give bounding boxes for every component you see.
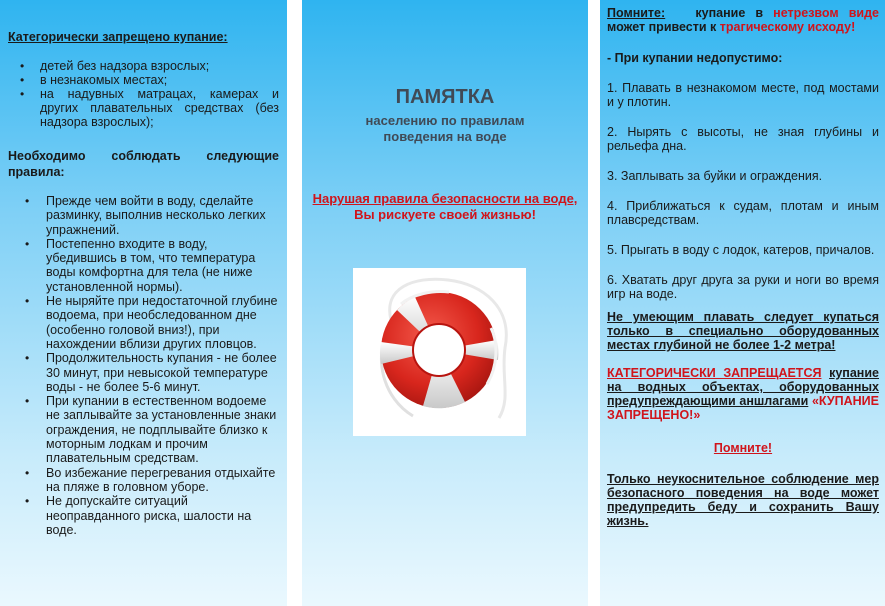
subtitle-line: поведения на воде	[383, 129, 507, 144]
rules-list	[8, 194, 279, 537]
warning-line: Нарушая правила безопасности на воде,	[312, 191, 578, 206]
list-item: • Прежде чем войти в воду, сделайте разминку, выполнив несколько легких упражнений.	[8, 194, 279, 237]
left-panel	[0, 0, 287, 606]
rules-heading-cont: правила:	[8, 165, 65, 179]
list-item: • Не ныряйте при недостаточной глубине водоема, при необследованном дне (особенно головой вниз!), при нахождении вблизи других пловцов.	[8, 294, 279, 351]
forbidden-heading: Категорически запрещено купание:	[8, 30, 228, 44]
list-item: • При купании в естественном водоеме не заплывайте за установленные знаки ограждения, не подплывайте близко к моторным лодкам и прочим плавательным средствам.	[8, 394, 279, 465]
remember-warning	[607, 6, 879, 34]
lifebuoy-image	[353, 268, 526, 436]
strictly-forbidden	[607, 366, 879, 422]
remember-label: Помните:	[607, 6, 666, 20]
memo-subtitle	[302, 113, 588, 145]
rules-heading: Необходимо соблюдать следующие	[8, 149, 279, 163]
memo-title: ПАМЯТКА	[395, 86, 495, 108]
forbidden-list	[8, 59, 279, 129]
strictly-red: КАТЕГОРИЧЕСКИ ЗАПРЕЩАЕТСЯ	[607, 366, 822, 380]
list-item: • в незнакомых местах;	[8, 73, 279, 87]
list-item: 5. Прыгать в воду с лодок, катеров, причалов.	[607, 243, 875, 257]
unacceptable-heading: - При купании недопустимо:	[607, 51, 783, 65]
warning-line: Вы рискуете своей жизнью!	[354, 207, 536, 222]
list-item: • Во избежание перегревания отдыхайте на пляже в головном уборе.	[8, 466, 279, 495]
lifebuoy-icon	[353, 268, 526, 436]
list-item: • на надувных матрацах, камерах и других плавательных средствах (без надзора взрослых);	[8, 87, 279, 129]
list-item: • Постепенно входите в воду, убедившись в том, что температура воды комфортна для тела (не ниже установленной нормы).	[8, 237, 279, 294]
list-item: 3. Заплывать за буйки и ограждения.	[607, 169, 823, 183]
remember-red: трагическому исходу!	[719, 20, 856, 34]
list-item: 6. Хватать друг друга за руки и ноги во время игр на воде.	[607, 273, 879, 301]
final-note: Только неукоснительное соблюдение мер безопасного поведения на воде может предупредить беду и сохранить Вашу жизнь.	[607, 472, 879, 528]
list-item: • Не допускайте ситуаций неоправданного риска, шалости на воде.	[8, 494, 279, 537]
remember-text: купание в	[695, 6, 764, 20]
right-panel	[600, 0, 885, 606]
strictly-sign: «КУПАНИЕ ЗАПРЕЩЕНО!»	[607, 394, 879, 422]
list-item: 1. Плавать в незнакомом месте, под мостами и у плотин.	[607, 81, 879, 109]
warning-text	[312, 191, 578, 223]
remember-text: может привести к	[607, 20, 717, 34]
center-panel	[302, 0, 588, 606]
non-swimmers-note: Не умеющим плавать следует купаться только в специально оборудованных местах глубиной не более 1-2 метра!	[607, 310, 879, 352]
remember-2: Помните!	[713, 441, 773, 455]
strictly-text: купание на водных объектах, оборудованных предупреждающими аншлагами	[607, 366, 879, 408]
subtitle-line: населению по правилам	[365, 113, 525, 128]
remember-red: нетрезвом виде	[773, 6, 879, 20]
list-item: • детей без надзора взрослых;	[8, 59, 279, 73]
list-item: 2. Нырять с высоты, не зная глубины и рельефа дна.	[607, 125, 879, 153]
list-item: • Продолжительность купания - не более 30 минут, при невысокой температуре воды - не более 5-6 минут.	[8, 351, 279, 394]
list-item: 4. Приближаться к судам, плотам и иным плавсредствам.	[607, 199, 879, 227]
